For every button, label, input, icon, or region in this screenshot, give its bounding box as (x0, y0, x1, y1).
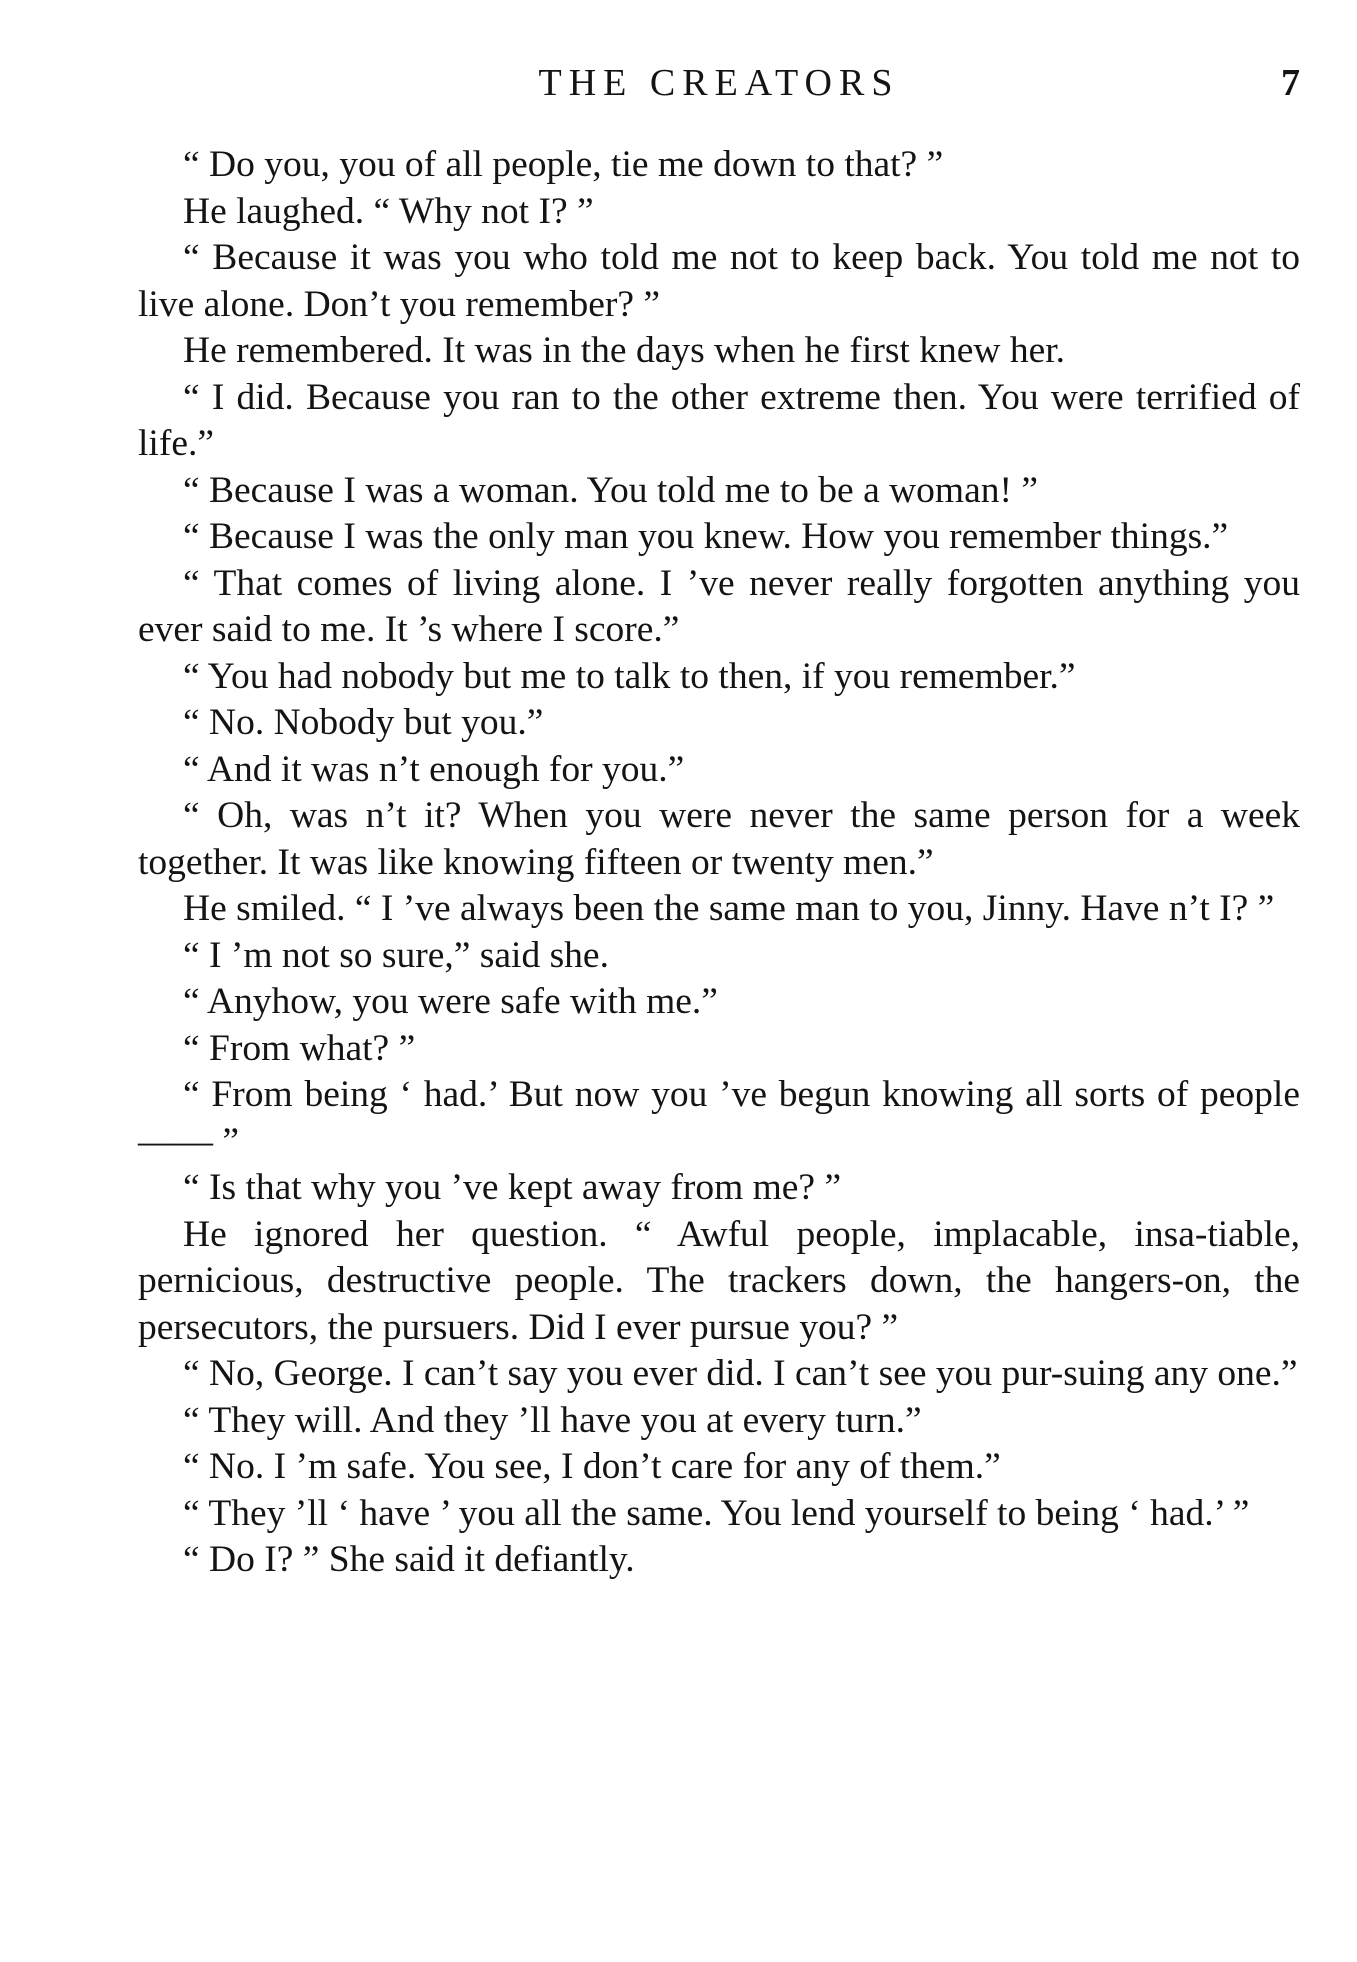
paragraph: “ Because I was the only man you knew. How you remember things.” (183, 516, 1229, 557)
paragraph: “ Anyhow, you were safe with me.” (183, 981, 718, 1022)
paragraph: “ From what? ” (183, 1027, 416, 1069)
paragraph: He laughed. “ Why not I? ” (183, 190, 594, 232)
paragraph: “ No. Nobody but you.” (183, 702, 544, 743)
paragraph: “ I ’m not so sure,” said she. (183, 934, 609, 976)
page-number: 7 (1281, 62, 1300, 104)
paragraph: He remembered. It was in the days when he first knew her. (183, 330, 1066, 371)
paragraph: He ignored her question. “ Awful people, implacable, insa-tiable, pernicious, destructive people. The trackers down, the hangers-on, the persecutors, the pursuers. Did I ever pursue you? ” (138, 1213, 1300, 1348)
paragraph: “ Do I? ” She said it defiantly. (183, 1539, 635, 1580)
paragraph: “ No, George. I can’t say you ever did. I can’t see you pur-suing any one.” (183, 1353, 1298, 1394)
paragraph: He smiled. “ I ’ve always been the same man to you, Jinny. Have n’t I? ” (183, 888, 1275, 929)
paragraph: “ I did. Because you ran to the other extreme then. You were terrified of life.” (138, 376, 1300, 464)
paragraph: “ That comes of living alone. I ’ve never really forgotten anything you ever said to me. It ’s where I score.” (138, 562, 1300, 650)
paragraph: “ Because it was you who told me not to keep back. You told me not to live alone. Don’t you remember? ” (138, 237, 1300, 325)
paragraph: “ From being ‘ had.’ But now you ’ve begun knowing all sorts of people —— ” (138, 1074, 1300, 1162)
paragraph: “ Oh, was n’t it? When you were never the same person for a week together. It was like knowing fifteen or twenty men.” (138, 795, 1300, 883)
paragraph: “ Do you, you of all people, tie me down to that? ” (183, 144, 944, 185)
body-text (138, 142, 1300, 1584)
paragraph: “ They will. And they ’ll have you at every turn.” (183, 1399, 922, 1441)
paragraph: “ No. I ’m safe. You see, I don’t care for any of them.” (183, 1446, 1001, 1487)
paragraph: “ You had nobody but me to talk to then, if you remember.” (183, 655, 1076, 697)
paragraph: “ And it was n’t enough for you.” (183, 748, 685, 790)
paragraph: “ Is that why you ’ve kept away from me? ” (183, 1167, 842, 1208)
paragraph: “ They ’ll ‘ have ’ you all the same. You lend yourself to being ‘ had.’ ” (183, 1492, 1250, 1534)
running-head (138, 58, 1300, 108)
running-title: THE CREATORS (538, 62, 900, 104)
paragraph: “ Because I was a woman. You told me to be a woman! ” (183, 469, 1038, 511)
